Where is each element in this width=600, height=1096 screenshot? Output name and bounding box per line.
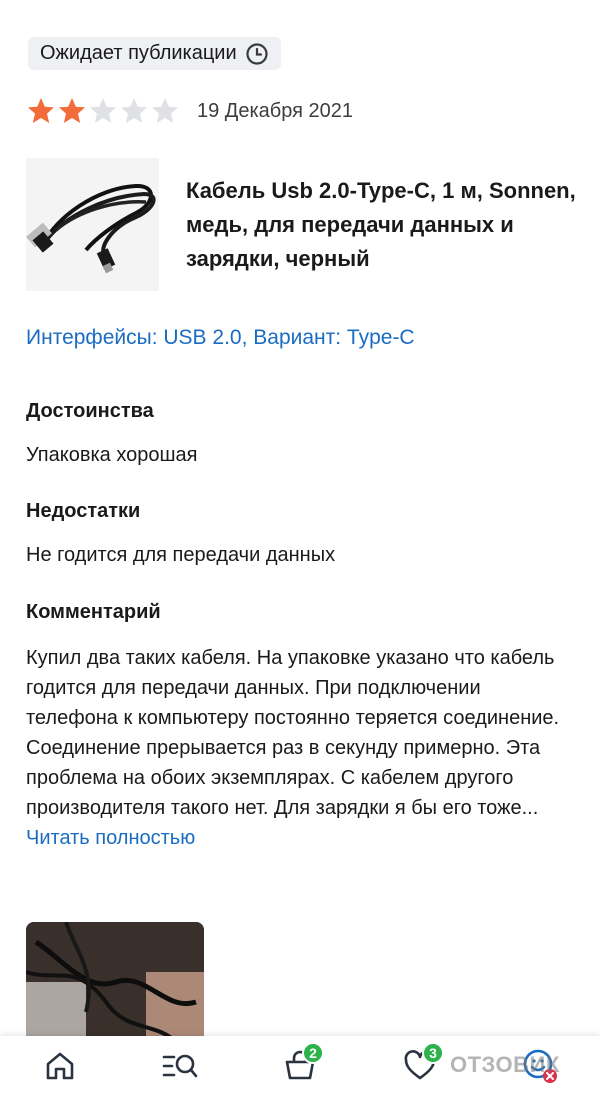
home-icon: [42, 1048, 78, 1084]
cons-text: Не годится для передачи данных: [26, 544, 336, 566]
status-label: Ожидает публикации: [40, 42, 237, 64]
review-photo[interactable]: [26, 922, 204, 1052]
nav-home[interactable]: [36, 1042, 84, 1090]
read-more-link[interactable]: Читать полностью: [26, 827, 196, 849]
review-date: 19 Декабря 2021: [197, 99, 354, 122]
nav-catalog-search[interactable]: [156, 1042, 204, 1090]
star-filled-icon: [57, 96, 87, 126]
comment-body: Купил два таких кабеля. На упаковке указано что кабель годится для передачи данных. При подключении телефона к компьютеру постоянно теряется соединение. Соединение прерывается раз в секунду примерно. Эта проблема на обоих экземплярах. С кабелем другого производителя такого нет. Для зарядки я бы его тоже...: [26, 647, 560, 819]
star-filled-icon: [26, 96, 56, 126]
pros-text: Упаковка хорошая: [26, 444, 198, 466]
comment-text: [26, 643, 576, 853]
star-rating: [26, 96, 181, 126]
comment-heading: Комментарий: [26, 601, 161, 623]
cable-image: [26, 158, 159, 291]
star-empty-icon: [119, 96, 149, 126]
favorites-count-badge: 3: [422, 1042, 444, 1064]
product-title[interactable]: Кабель Usb 2.0-Type-C, 1 м, Sonnen, медь, для передачи данных и зарядки, черный: [186, 178, 576, 271]
catalog-search-icon: [160, 1048, 200, 1084]
pros-heading: Достоинства: [26, 400, 154, 422]
star-empty-icon: [88, 96, 118, 126]
variant-link[interactable]: Интерфейсы: USB 2.0, Вариант: Type-C: [26, 326, 415, 349]
nav-favorites[interactable]: [396, 1042, 444, 1090]
cons-heading: Недостатки: [26, 500, 141, 522]
watermark: ОТЗОВИК: [450, 1052, 560, 1077]
star-empty-icon: [150, 96, 180, 126]
nav-cart[interactable]: [276, 1042, 324, 1090]
cart-count-badge: 2: [302, 1042, 324, 1064]
photo-content: [26, 922, 204, 1052]
rating: [26, 95, 353, 127]
status-badge: [28, 37, 281, 70]
product-image[interactable]: [26, 158, 159, 291]
clock-icon: [245, 42, 269, 66]
